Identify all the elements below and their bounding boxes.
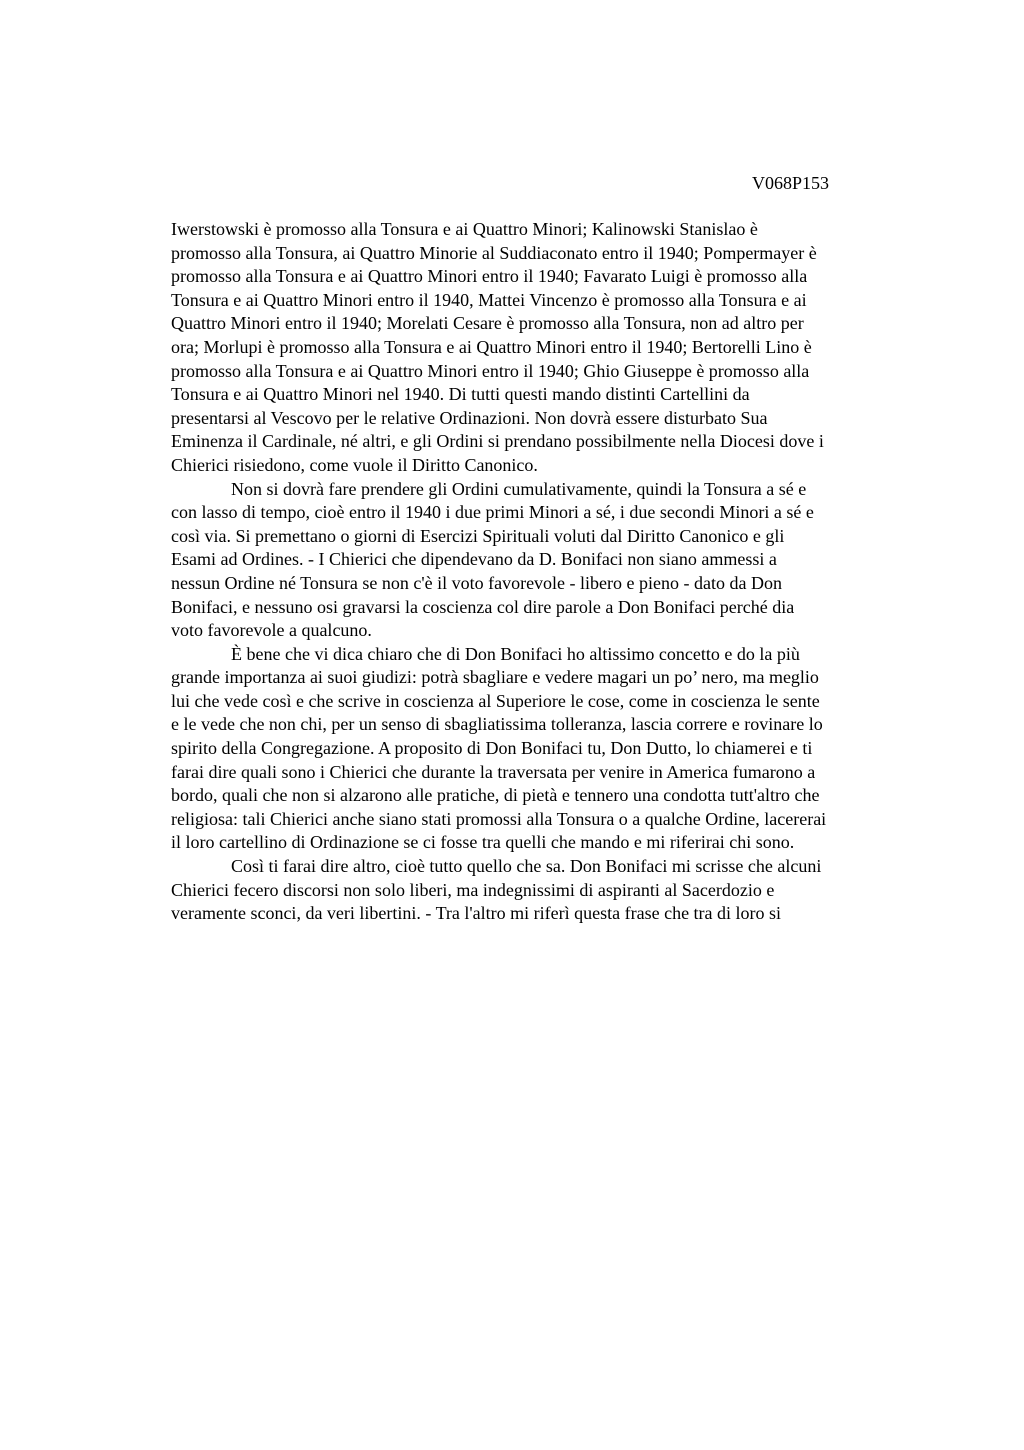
text-line: Tonsura e ai Quattro Minori nel 1940. Di tutti questi mando distinti Cartellini da — [171, 384, 750, 405]
text-line: con lasso di tempo, cioè entro il 1940 i due primi Minori a sé, i due secondi Minori a sé e — [171, 502, 814, 523]
text-line: Quattro Minori entro il 1940; Morelati Cesare è promosso alla Tonsura, non ad altro per — [171, 313, 804, 334]
text-line: bordo, quali che non si alzarono alle pratiche, di pietà e tennero una condotta tutt'altro che — [171, 785, 820, 806]
text-line: ora; Morlupi è promosso alla Tonsura e ai Quattro Minori entro il 1940; Bertorelli Lino è — [171, 336, 812, 357]
text-line: Iwerstowski è promosso alla Tonsura e ai Quattro Minori; Kalinowski Stanislao è — [171, 219, 758, 239]
page-reference: V068P153 — [752, 173, 830, 193]
text-line: Esami ad Ordines. - I Chierici che dipendevano da D. Bonifaci non siano ammessi a — [171, 549, 777, 570]
text-line: Chierici risiedono, come vuole il Diritto Canonico. — [171, 454, 538, 475]
text-line: spirito della Congregazione. A proposito di Don Bonifaci tu, Don Dutto, lo chiamerei e ti — [171, 738, 813, 759]
text-line: farai dire quali sono i Chierici che durante la traversata per venire in America fumarono a — [171, 761, 816, 782]
paragraph-start-line: È bene che vi dica chiaro che di Don Bonifaci ho altissimo concetto e do la più — [231, 643, 800, 664]
text-line: Chierici fecero discorsi non solo liberi, ma indegnissimi di aspiranti al Sacerdozio e — [171, 879, 775, 900]
text-line: così via. Si premettano o giorni di Esercizi Spirituali voluti dal Diritto Canonico e gli — [171, 525, 785, 546]
text-line: presentarsi al Vescovo per le relative Ordinazioni. Non dovrà essere disturbato Sua — [171, 407, 768, 428]
text-line: nessun Ordine né Tonsura se non c'è il voto favorevole - libero e pieno - dato da Don — [171, 572, 782, 593]
paragraph-start-line: Non si dovrà fare prendere gli Ordini cumulativamente, quindi la Tonsura a sé e — [231, 478, 807, 499]
text-line: promosso alla Tonsura, ai Quattro Minorie al Suddiaconato entro il 1940; Pompermayer è — [171, 242, 817, 263]
letter-body — [171, 218, 853, 926]
text-line: lui che vede così e che scrive in coscienza al Superiore le cose, come in coscienza le sente — [171, 690, 820, 711]
paragraph-start-line: Così ti farai dire altro, cioè tutto quello che sa. Don Bonifaci mi scrisse che alcuni — [231, 856, 822, 877]
text-line: grande importanza ai suoi giudizi: potrà sbagliare e vedere magari un po’ nero, ma meglio — [171, 667, 819, 688]
text-line: voto favorevole a qualcuno. — [171, 620, 372, 641]
text-line: Bonifaci, e nessuno osi gravarsi la coscienza col dire parole a Don Bonifaci perché dia — [171, 596, 795, 617]
text-line: il loro cartellino di Ordinazione se ci fosse tra quelli che mando e mi riferirai chi sono. — [171, 832, 795, 853]
text-line: Tonsura e ai Quattro Minori entro il 1940, Mattei Vincenzo è promosso alla Tonsura e ai — [171, 289, 807, 310]
text-line: religiosa: tali Chierici anche siano stati promossi alla Tonsura o a qualche Ordine, lacererai — [171, 808, 827, 829]
text-line: promosso alla Tonsura e ai Quattro Minori entro il 1940; Ghio Giuseppe è promosso alla — [171, 360, 810, 381]
text-line: e le vede che non chi, per un senso di sbagliatissima tolleranza, lascia correre e rovinare lo — [171, 714, 823, 735]
text-line: veramente sconci, da veri libertini. - Tra l'altro mi riferì questa frase che tra di loro si — [171, 903, 782, 924]
text-line: promosso alla Tonsura e ai Quattro Minori entro il 1940; Favarato Luigi è promosso alla — [171, 266, 808, 287]
text-line: Eminenza il Cardinale, né altri, e gli Ordini si prendano possibilmente nella Diocesi dove i — [171, 431, 824, 452]
